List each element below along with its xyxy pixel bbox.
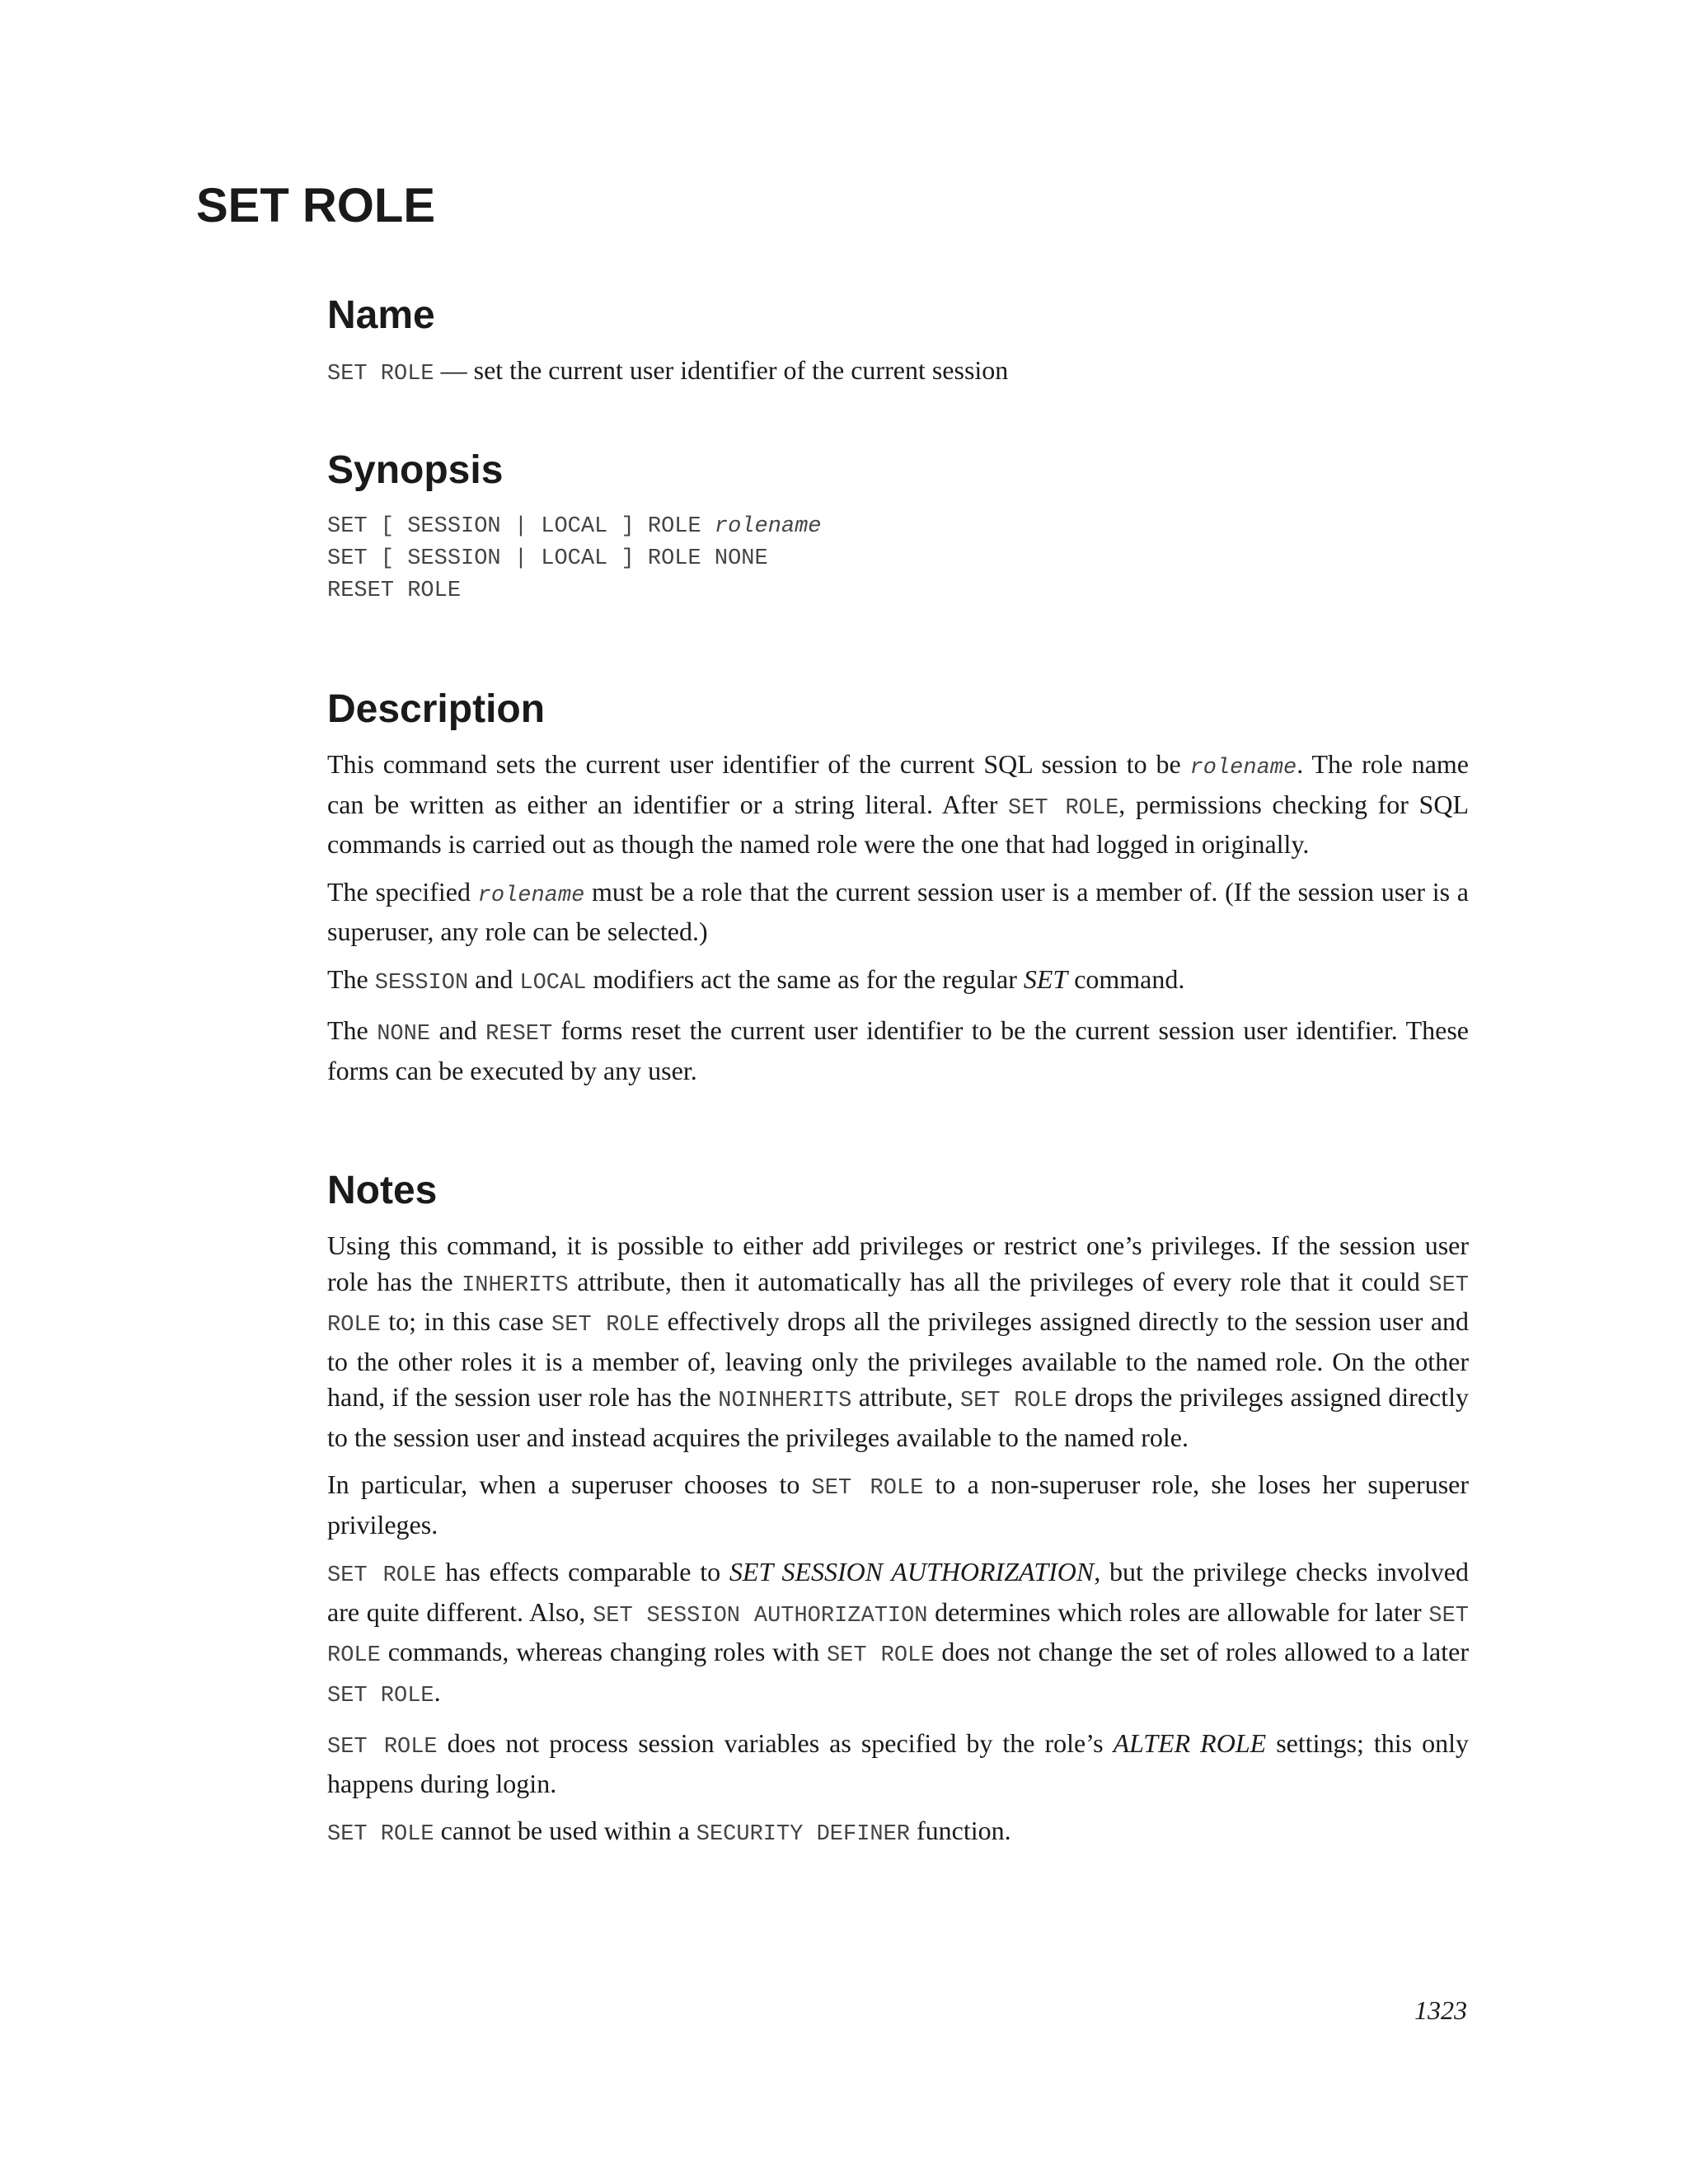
description-paragraph (327, 874, 1469, 950)
name-section (327, 293, 1469, 393)
synopsis-param-rolename: rolename (714, 513, 822, 539)
text: effectively drops all the privileges assigned directly to the session user and to the other roles it is a member of, leaving only the privileges available to the named role. On the other hand, if the session user role has the (327, 1306, 1470, 1413)
synopsis-line: SET [ SESSION | LOCAL ] ROLE NONE (327, 546, 768, 571)
synopsis-line-1-text: SET [ SESSION | LOCAL ] ROLE (327, 513, 715, 539)
text: command. (1067, 963, 1185, 994)
text: determines which roles are allowable for later (927, 1596, 1429, 1627)
text: Using this command, it is possible to either add privileges or restrict one’s privileges. If the session user role has the (327, 1230, 1469, 1296)
synopsis-code (327, 511, 1469, 607)
param-rolename: rolename (477, 883, 585, 908)
synopsis-heading: Synopsis (327, 448, 504, 492)
code-reset: RESET (485, 1022, 553, 1047)
code-set-session-authorization: SET SESSION AUTHORIZATION (593, 1603, 928, 1629)
text: and (468, 963, 520, 994)
description-section (327, 687, 1469, 1089)
synopsis-section (327, 448, 1469, 607)
text: has effects comparable to (436, 1557, 729, 1587)
text: forms reset the current user identifier to be the current session user identifier. These forms can be executed by any user. (327, 1015, 1470, 1085)
notes-paragraph (327, 1467, 1469, 1543)
code-noinherits: NOINHERITS (718, 1389, 852, 1414)
synopsis-line: RESET ROLE (327, 578, 462, 603)
text: cannot be used within a (434, 1816, 696, 1846)
text: . The role name can be written as either an identifier or a string literal. After (327, 749, 1469, 819)
code-set-role: SET ROLE (327, 1683, 434, 1708)
command-summary: — set the current user identifier of the current session (434, 355, 1009, 386)
notes-section (327, 1168, 1469, 1854)
code-set-role: SET ROLE (327, 1272, 1470, 1338)
page-number: 1323 (1414, 1995, 1467, 2025)
code-set-role: SET ROLE (551, 1313, 660, 1338)
text: must be a role that the current session user is a member of. (If the session user is a superuser, any role can be selected.) (327, 876, 1470, 947)
text: , permissions checking for SQL commands is carried out as though the named role were the one that had logged in originally. (327, 789, 1470, 860)
code-set-role: SET ROLE (1008, 795, 1119, 821)
link-alter-role[interactable]: ALTER ROLE (1113, 1728, 1267, 1759)
text: commands, whereas changing roles with (380, 1637, 827, 1667)
text: attribute, (851, 1382, 960, 1413)
text: modifiers act the same as for the regular (586, 963, 1024, 994)
code-set-role: SET ROLE (811, 1476, 924, 1502)
text: This command sets the current user identifier of the current SQL session to be (327, 749, 1190, 780)
description-paragraph (327, 747, 1469, 863)
code-local: LOCAL (519, 970, 587, 996)
text: In particular, when a superuser chooses to (327, 1469, 812, 1500)
text: The (327, 1015, 377, 1046)
text: does not process session variables as specified by the role’s (437, 1728, 1114, 1759)
code-set-role: SET ROLE (327, 1735, 438, 1760)
text: . (434, 1676, 441, 1707)
param-rolename: rolename (1189, 756, 1297, 781)
code-session: SESSION (374, 970, 469, 996)
notes-paragraph (327, 1813, 1469, 1854)
text: settings; this only happens during login. (327, 1728, 1470, 1798)
link-set-command[interactable]: SET (1023, 963, 1068, 994)
code-security-definer: SECURITY DEFINER (696, 1822, 911, 1848)
text: drops the privileges assigned directly to the session user and instead acquires the privileges available to the named role. (327, 1382, 1470, 1452)
code-set-role: SET ROLE (327, 1563, 437, 1589)
description-paragraph (327, 1013, 1469, 1089)
notes-heading: Notes (327, 1169, 438, 1213)
text: attribute, then it automatically has all the privileges of every role that it could (568, 1266, 1429, 1296)
synopsis-line (327, 511, 1469, 543)
link-set-session-authorization[interactable]: SET SESSION AUTHORIZATION (729, 1557, 1095, 1587)
text: The (327, 963, 375, 994)
name-heading: Name (327, 293, 435, 337)
notes-paragraph (327, 1554, 1469, 1714)
code-set-role: SET ROLE (826, 1643, 935, 1669)
text: function. (910, 1816, 1011, 1846)
notes-paragraph (327, 1228, 1469, 1455)
text: to a non-superuser role, she loses her superuser privileges. (327, 1469, 1470, 1540)
text: The specified (327, 876, 478, 907)
code-set-role: SET ROLE (327, 1822, 434, 1848)
name-paragraph (327, 353, 1469, 393)
code-set-role: SET ROLE (327, 1603, 1469, 1669)
code-inherits: INHERITS (462, 1272, 569, 1298)
notes-paragraph (327, 1726, 1469, 1802)
code-set-role: SET ROLE (959, 1389, 1068, 1414)
text: to; in this case (380, 1306, 552, 1337)
text: does not change the set of roles allowed to a later (934, 1637, 1470, 1667)
content-body (327, 293, 1469, 1854)
text: , but the privilege checks involved are quite different. Also, (327, 1557, 1470, 1627)
command-name: SET ROLE (327, 362, 434, 387)
code-none: NONE (377, 1022, 431, 1047)
description-heading: Description (327, 687, 546, 731)
text: and (430, 1015, 486, 1046)
page-title: SET ROLE (196, 179, 436, 232)
description-paragraph (327, 962, 1469, 1002)
